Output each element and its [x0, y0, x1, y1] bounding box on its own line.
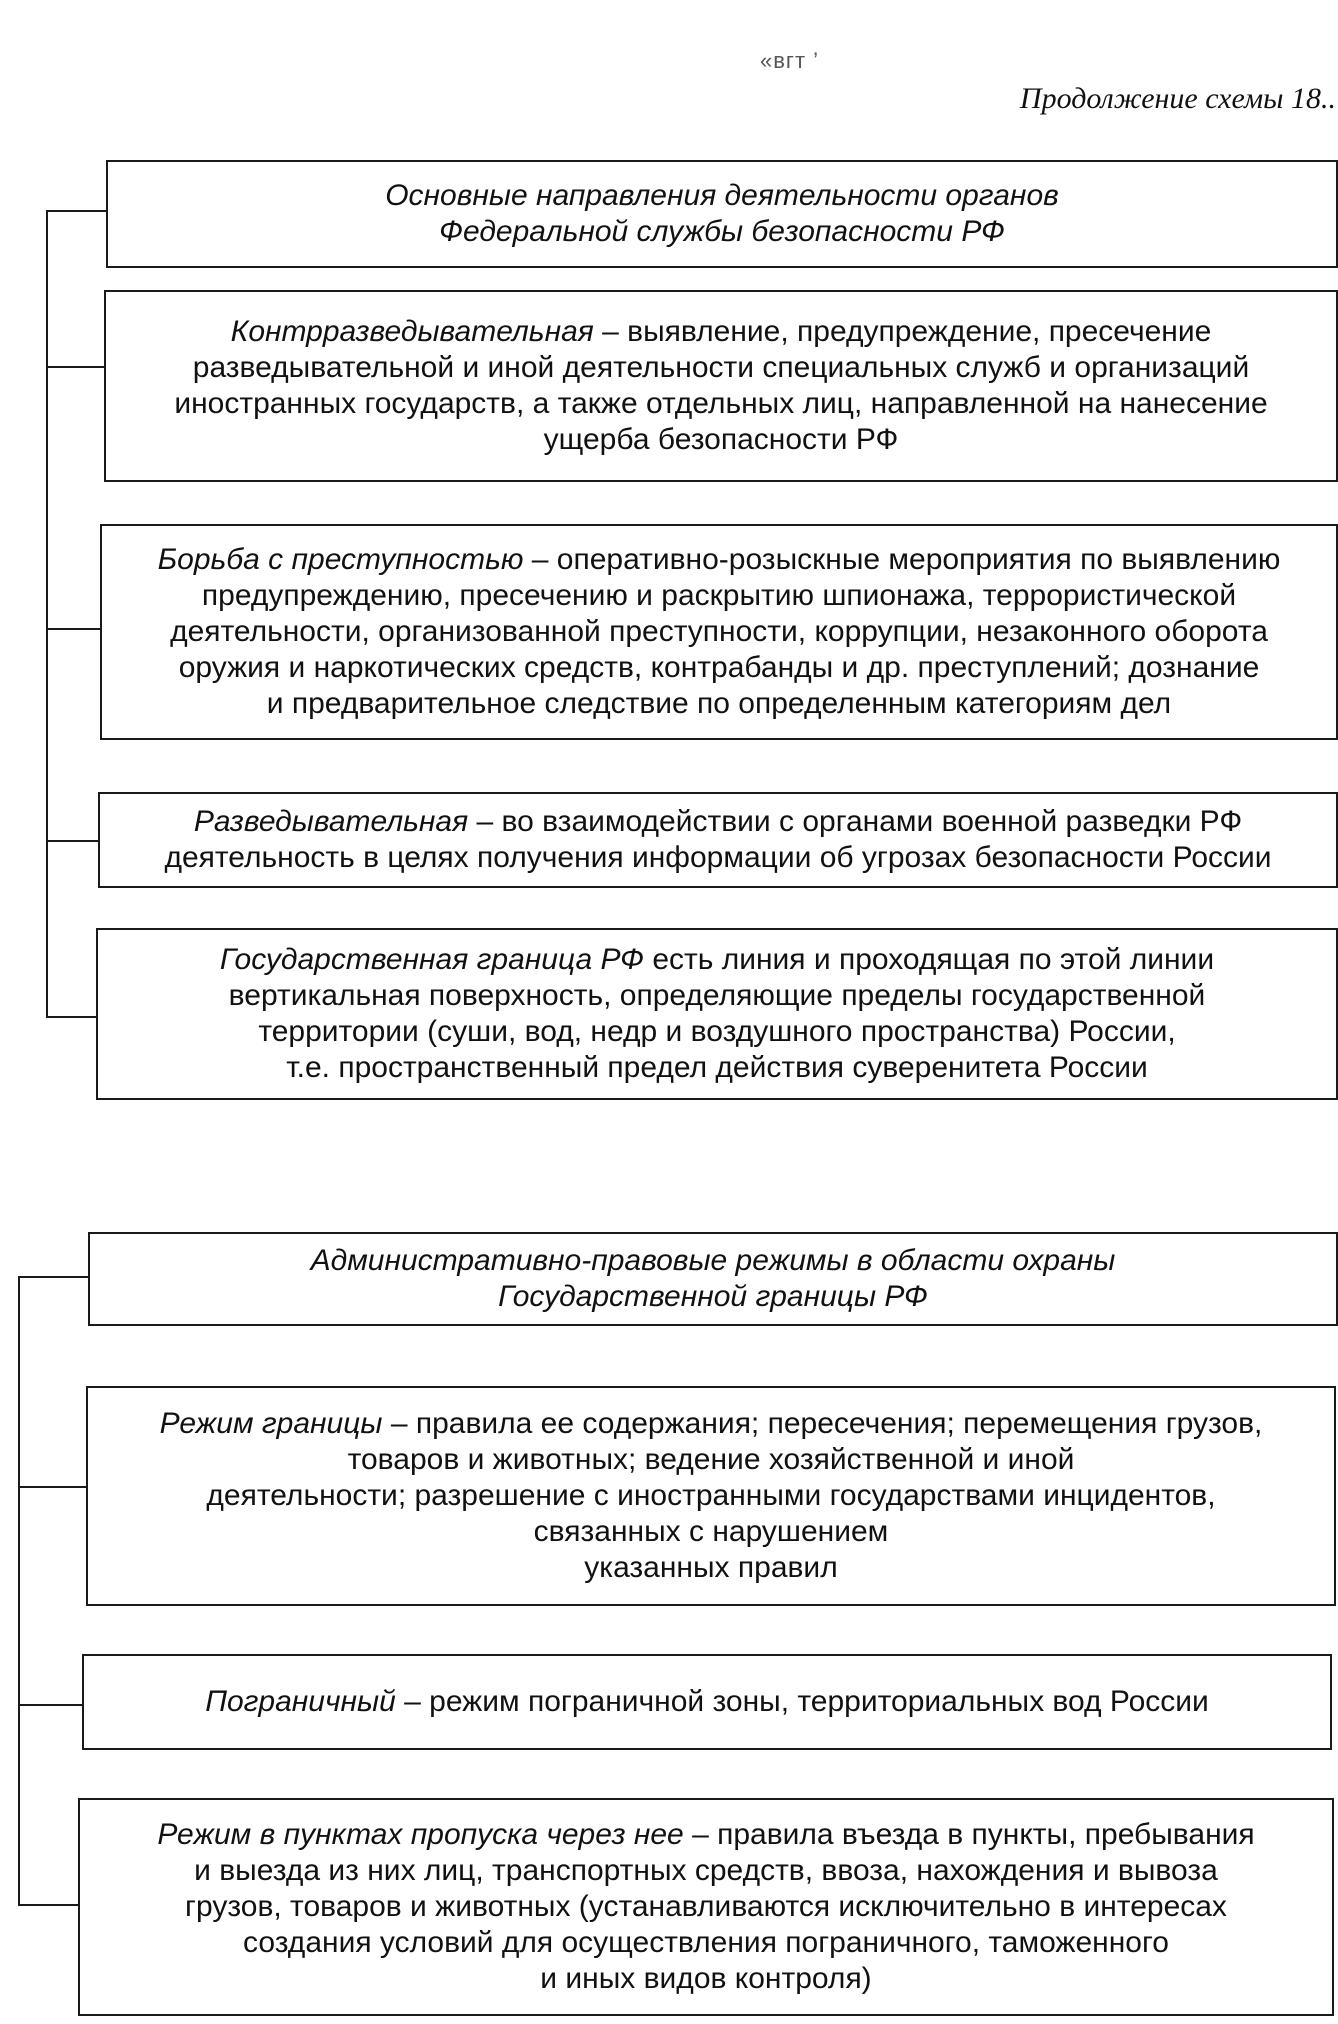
diagram1-item-term-4: Государственная граница РФ: [219, 943, 644, 976]
diagram1-item-term-1: Контрразведывательная: [230, 315, 594, 348]
diagram2-connector-1: [18, 1486, 86, 1488]
diagram2-item-desc-3: – правила въезда в пункты, пребывания и выезда из них лиц, транспортных средств, ввоза, нахождения и вывоза грузов, товаров и животных (устанавливаются исключительно в интересах создания условий для осуществления пограничного, таможенного и иных видов контроля): [185, 1818, 1255, 1995]
diagram2-item-term-1: Режим границы: [159, 1407, 383, 1440]
diagram2-connector-2: [18, 1704, 82, 1706]
diagram2-item-text-1: [160, 1406, 1263, 1586]
diagram1-title: Основные направления деятельности органов Федеральной службы безопасности РФ: [385, 179, 1059, 248]
diagram2-item-text-3: [157, 1817, 1254, 1997]
diagram2-item-text-2: [205, 1684, 1209, 1720]
diagram2-item-desc-1: – правила ее содержания; пересечения; перемещения грузов, товаров и животных; ведение хозяйственной и иной деятельности; разрешение с иностранными государствами инцидентов, связанных с нарушением указанных правил: [206, 1407, 1263, 1584]
diagram1-item-desc-1: – выявление, предупреждение, пресечение разведывательной и иной деятельности специальных служб и организаций иностранных государств, а также отдельных лиц, направленной на нанесение ущерба безопасности РФ: [174, 315, 1268, 456]
diagram1-item-desc-4: есть линия и проходящая по этой линии вертикальная поверхность, определяющие пределы государственной территории (суши, вод, недр и воздушного пространства) России, т.е. пространственный предел действия суверенитета России: [228, 943, 1215, 1084]
diagram1-item-text-2: [158, 542, 1281, 722]
diagram1-connector-1: [46, 366, 104, 368]
diagram1-bracket: [46, 210, 48, 1018]
diagram1-connector-3: [46, 840, 98, 842]
diagram1-connector-title: [46, 210, 106, 212]
diagram1-item-box-1: [104, 290, 1338, 482]
diagram2-connector-3: [18, 1904, 78, 1906]
diagram2-item-desc-2: – режим пограничной зоны, территориальных вод России: [395, 1685, 1209, 1718]
scan-mark: «вгт ’: [760, 48, 820, 73]
diagram1-item-desc-3: – во взаимодействии с органами военной разведки РФ деятельность в целях получения информации об угрозах безопасности России: [164, 805, 1272, 874]
diagram2-bracket: [18, 1276, 20, 1906]
diagram1-item-term-3: Разведывательная: [193, 805, 469, 838]
diagram2-item-term-2: Пограничный: [205, 1685, 396, 1718]
diagram2-item-box-1: [86, 1386, 1336, 1606]
diagram2-title: Административно-правовые режимы в области охраны Государственной границы РФ: [310, 1244, 1116, 1313]
diagram2-connector-title: [18, 1276, 88, 1278]
diagram2-item-box-2: [82, 1654, 1332, 1750]
diagram1-item-term-2: Борьба с преступностью: [157, 543, 524, 576]
diagram1-connector-2: [46, 628, 100, 630]
diagram1-title-box: [106, 160, 1338, 268]
diagram1-item-box-4: [96, 928, 1338, 1100]
diagram2-item-term-3: Режим в пунктах пропуска через нее: [157, 1818, 684, 1851]
continuation-caption: Продолжение схемы 18..: [1019, 82, 1336, 115]
diagram2-title-box: [88, 1232, 1338, 1326]
diagram1-item-text-3: [164, 804, 1271, 876]
diagram1-item-text-1: [174, 314, 1267, 458]
diagram1-item-desc-2: – оперативно-розыскные мероприятия по выявлению предупреждению, пресечению и раскрытию шпионажа, террористической деятельности, организованной преступности, коррупции, незаконного оборота оружия и наркотических средств, контрабанды и др. преступлений; дознание и предварительное следствие по определенным категориям дел: [170, 543, 1281, 720]
diagram1-connector-4: [46, 1016, 96, 1018]
diagram2-item-box-3: [78, 1798, 1334, 2016]
diagram1-item-box-3: [98, 792, 1338, 888]
diagram1-item-box-2: [100, 524, 1338, 740]
diagram1-item-text-4: [220, 942, 1214, 1086]
